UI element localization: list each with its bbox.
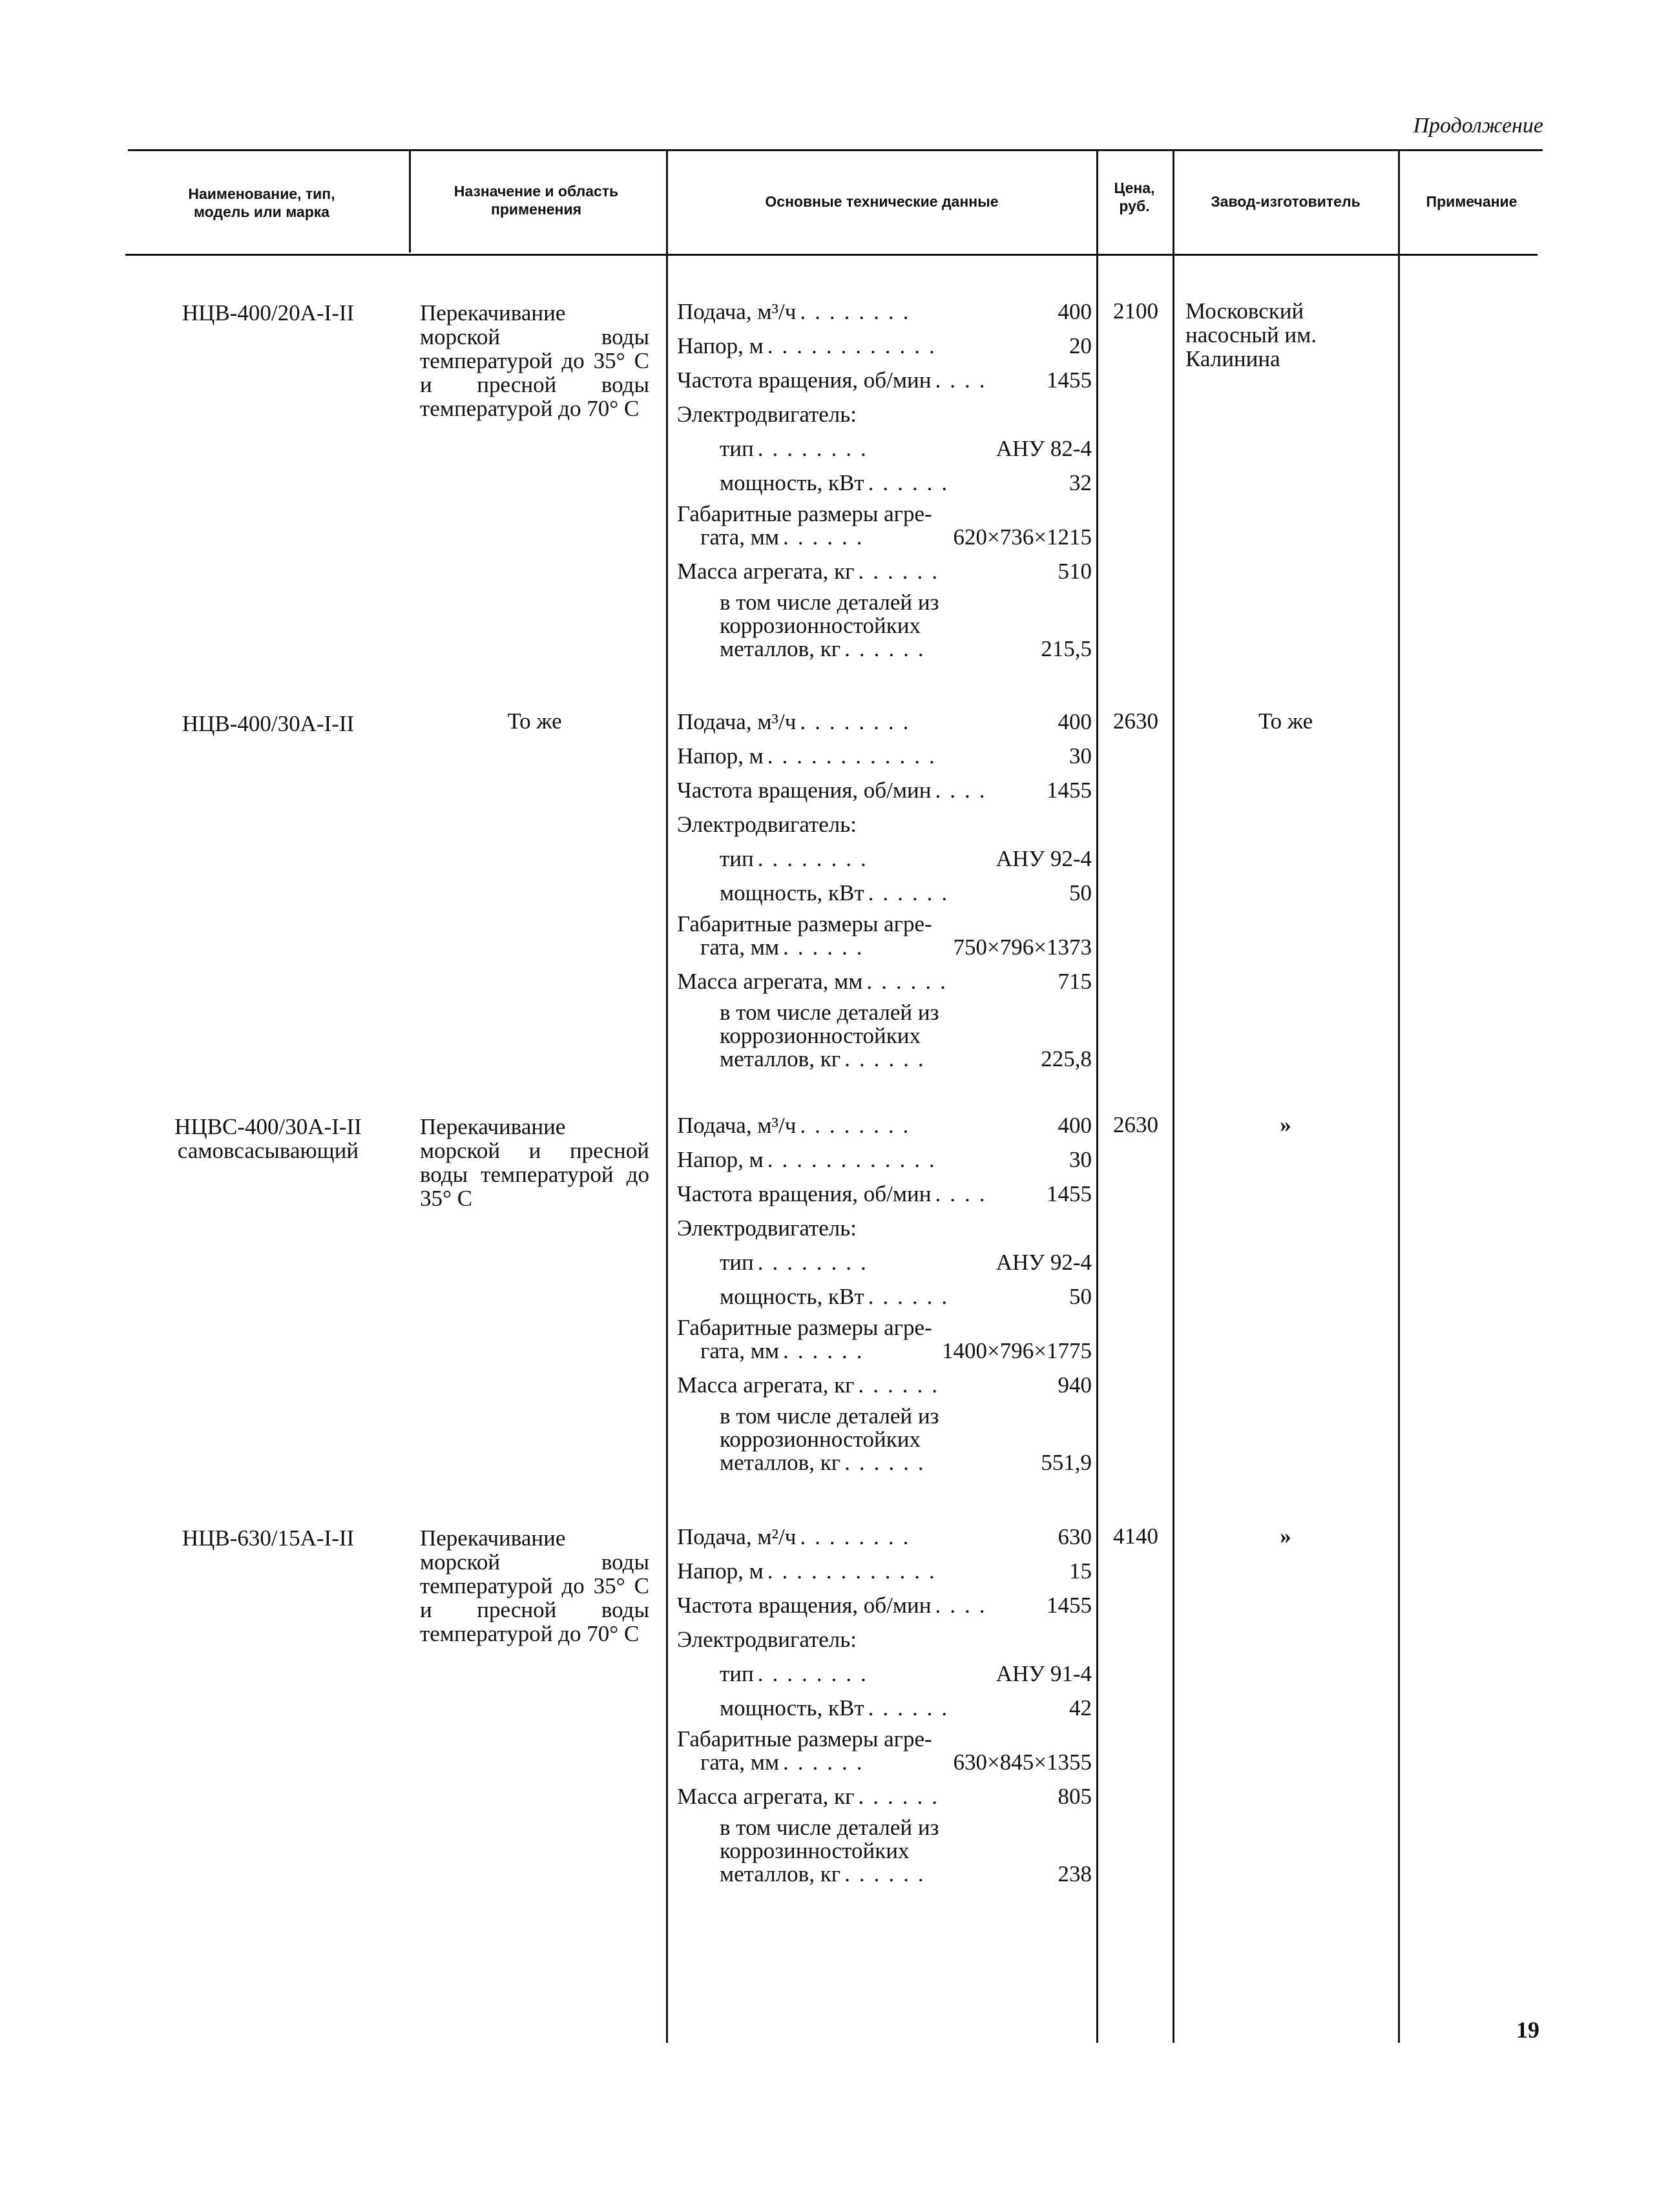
table-top-rule	[128, 149, 1543, 151]
spec-flow: Подача, м³/ч ........ 400	[677, 709, 1092, 734]
spec-speed: Частота вращения, об/мин .... 1455	[677, 778, 1092, 803]
column-divider	[1096, 150, 1098, 2043]
header-name: Наименование, тип, модель или марка	[188, 185, 335, 220]
spec-speed: Частота вращения, об/мин .... 1455	[677, 1181, 1092, 1206]
spec-corrosion-resistant: в том числе деталей из коррозионностойких металлов, кг ...... 225,8	[720, 1000, 1092, 1071]
column-divider	[1398, 150, 1400, 2043]
spec-flow: Подача, м²/ч ........ 630	[677, 1524, 1092, 1549]
spec-power: мощность, кВт ...... 42	[720, 1695, 1092, 1721]
spec-type: тип ........ АНУ 91-4	[720, 1661, 1092, 1686]
column-divider	[409, 150, 411, 253]
spec-motor: Электродвигатель:	[677, 812, 857, 837]
price: 2630	[1113, 1112, 1158, 1137]
purpose-text: Перекачивание морской воды температурой до 35° С и пресной воды температурой до 70° С	[420, 1525, 649, 1646]
continued-label: Продолжение	[1413, 114, 1543, 138]
spec-speed: Частота вращения, об/мин .... 1455	[677, 1593, 1092, 1618]
price: 4140	[1113, 1524, 1158, 1549]
column-divider	[666, 150, 668, 2043]
spec-type: тип ........ АНУ 92-4	[720, 846, 1092, 871]
spec-dimensions: Габаритные размеры агре- гата, мм ...... 630×845×1355	[677, 1726, 1092, 1775]
purpose-text: То же	[507, 708, 562, 734]
spec-dimensions: Габаритные размеры агре- гата, мм ...... 1400×796×1775	[677, 1315, 1092, 1363]
purpose-text: Перекачивание морской и пресной воды температурой до 35° С	[420, 1114, 649, 1211]
spec-list	[677, 1103, 1092, 1474]
table-header-rule	[125, 254, 1538, 256]
spec-head: Напор, м ............ 30	[677, 1147, 1092, 1172]
model-name: НЦВ-400/30А-I-II	[182, 711, 355, 736]
column-divider	[1173, 150, 1174, 2043]
spec-flow: Подача, м³/ч ........ 400	[677, 1113, 1092, 1138]
price: 2630	[1113, 708, 1158, 734]
spec-corrosion-resistant: в том числе деталей из коррозинностойких металлов, кг ...... 238	[720, 1815, 1092, 1886]
manufacturer: Московский насосный им. Калинина	[1185, 298, 1317, 371]
spec-type: тип ........ АНУ 92-4	[720, 1250, 1092, 1275]
header-note: Примечание	[1426, 193, 1517, 210]
header-specs: Основные технические данные	[765, 193, 999, 210]
model-name: НЦВС-400/30А-I-II самовсасывающий	[174, 1114, 362, 1163]
spec-motor: Электродвигатель:	[677, 1215, 857, 1241]
spec-head: Напор, м ............ 15	[677, 1558, 1092, 1584]
spec-power: мощность, кВт ...... 50	[720, 880, 1092, 905]
spec-flow: Подача, м³/ч ........ 400	[677, 299, 1092, 324]
spec-list	[677, 289, 1092, 661]
spec-motor: Электродвигатель:	[677, 1627, 857, 1652]
manufacturer: То же	[1258, 708, 1313, 734]
spec-motor: Электродвигатель:	[677, 402, 857, 427]
spec-type: тип ........ АНУ 82-4	[720, 436, 1092, 461]
manufacturer: »	[1280, 1524, 1291, 1549]
spec-list	[677, 699, 1092, 1071]
model-name: НЦВ-400/20А-I-II	[182, 300, 355, 326]
spec-power: мощность, кВт ...... 50	[720, 1284, 1092, 1309]
spec-power: мощность, кВт ...... 32	[720, 470, 1092, 495]
spec-head: Напор, м ............ 20	[677, 333, 1092, 358]
spec-dimensions: Габаритные размеры агре- гата, мм ...... 620×736×1215	[677, 501, 1092, 550]
spec-corrosion-resistant: в том числе деталей из коррозионностойких металлов, кг ...... 215,5	[720, 590, 1092, 661]
page-number: 19	[1516, 2017, 1539, 2043]
header-price: Цена, руб.	[1114, 180, 1155, 214]
spec-mass: Масса агрегата, кг ...... 510	[677, 559, 1092, 584]
spec-list	[677, 1514, 1092, 1886]
spec-dimensions: Габаритные размеры агре- гата, мм ...... 750×796×1373	[677, 911, 1092, 960]
spec-mass: Масса агрегата, мм ...... 715	[677, 969, 1092, 994]
model-name: НЦВ-630/15А-I-II	[182, 1525, 355, 1551]
spec-speed: Частота вращения, об/мин .... 1455	[677, 367, 1092, 393]
spec-head: Напор, м ............ 30	[677, 743, 1092, 769]
manufacturer: »	[1280, 1112, 1291, 1137]
spec-mass: Масса агрегата, кг ...... 940	[677, 1372, 1092, 1398]
spec-mass: Масса агрегата, кг ...... 805	[677, 1784, 1092, 1809]
price: 2100	[1113, 298, 1158, 324]
purpose-text: Перекачивание морской воды температурой до 35° С и пресной воды температурой до 70° С	[420, 300, 649, 421]
header-manufacturer: Завод-изготовитель	[1211, 193, 1361, 210]
spec-corrosion-resistant: в том числе деталей из коррозионностойких металлов, кг ...... 551,9	[720, 1403, 1092, 1475]
header-purpose: Назначение и область применения	[454, 183, 619, 218]
